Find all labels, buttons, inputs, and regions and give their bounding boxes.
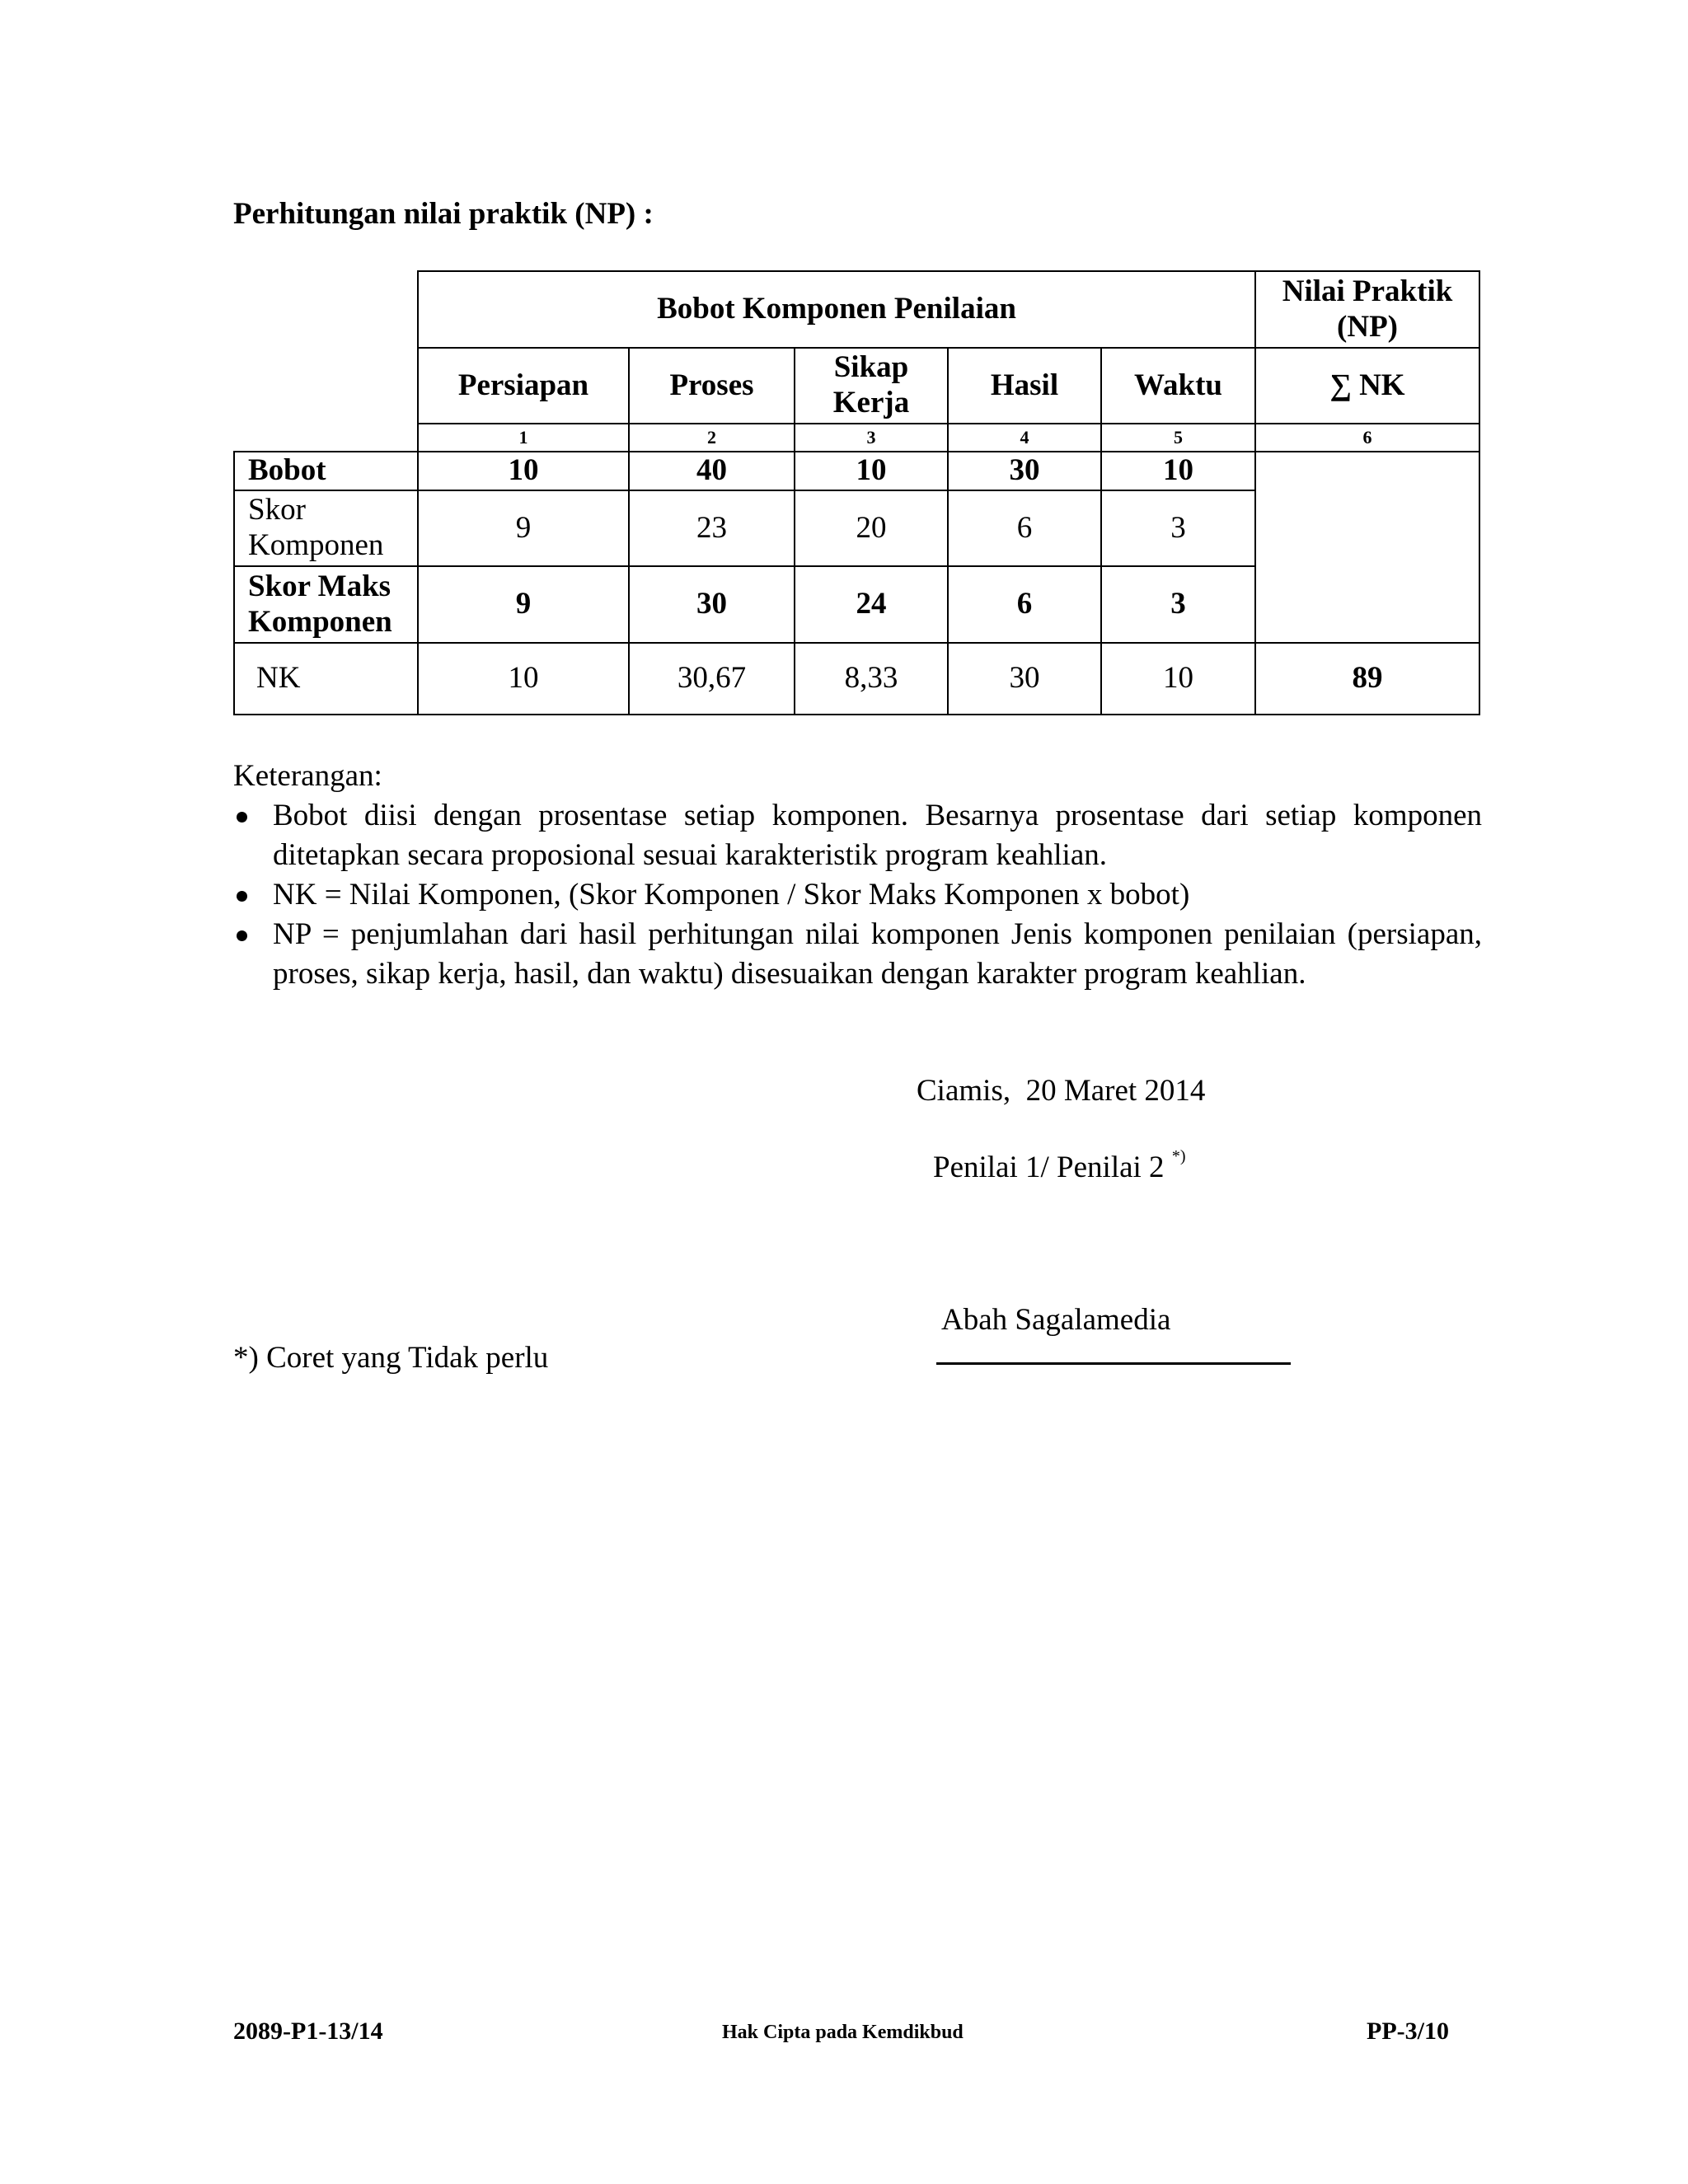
row-header-line1: Skor Maks: [248, 569, 392, 603]
footer-page-number: PP-3/10: [1367, 2018, 1449, 2045]
column-header-sikap-line1: Sikap: [833, 350, 909, 385]
table-cell: 3: [1101, 490, 1255, 566]
note-text: NP = penjumlahan dari hasil perhitungan nilai komponen Jenis komponen penilaian (persiapan, proses, sikap kerja, hasil, dan waktu) disesuaikan dengan karakter program keahlian.: [273, 917, 1482, 991]
np-calculation-table: [233, 270, 1480, 715]
table-cell: 10: [418, 452, 629, 490]
table-cell: 3: [1101, 566, 1255, 643]
row-header-line2: Komponen: [248, 528, 384, 562]
footer-document-code: 2089-P1-13/14: [233, 2018, 383, 2045]
column-header-persiapan: Persiapan: [418, 348, 629, 424]
table-cell: 10: [418, 643, 629, 715]
signer-name: Abah Sagalamedia: [941, 1303, 1171, 1337]
np-total-cell: 89: [1255, 643, 1479, 715]
column-header-sikap-line2: Kerja: [832, 386, 910, 419]
table-cell: 30: [629, 566, 795, 643]
column-header-waktu: Waktu: [1101, 348, 1255, 424]
group-header-bobot-komponen: Bobot Komponen Penilaian: [418, 271, 1255, 348]
table-cell: 6: [948, 566, 1101, 643]
note-text: Bobot diisi dengan prosentase setiap komponen. Besarnya prosentase dari setiap komponen ditetapkan secara proposional sesuai karakteristik program keahlian.: [273, 799, 1482, 872]
table-cell: 30,67: [629, 643, 795, 715]
column-index: 3: [795, 424, 948, 452]
row-header-nk: NK: [234, 643, 418, 715]
table-cell: 10: [795, 452, 948, 490]
footer-copyright: Hak Cipta pada Kemdikbud: [722, 2022, 964, 2043]
footnote: *) Coret yang Tidak perlu: [233, 1341, 549, 1375]
assessor-role-text: Penilai 1/ Penilai 2: [933, 1151, 1172, 1184]
np-header-line1: Nilai Praktik: [1282, 274, 1453, 308]
np-header: [1255, 271, 1479, 348]
table-cell: 24: [795, 566, 948, 643]
table-cell: 20: [795, 490, 948, 566]
table-cell: 10: [1101, 643, 1255, 715]
table-cell: 10: [1101, 452, 1255, 490]
signature-line: [936, 1362, 1291, 1365]
column-header-hasil: Hasil: [948, 348, 1101, 424]
notes-list: [233, 796, 1482, 994]
np-header-line2: (NP): [1337, 309, 1398, 344]
table-cell: 6: [948, 490, 1101, 566]
column-index: 4: [948, 424, 1101, 452]
table-cell: 8,33: [795, 643, 948, 715]
bullet-icon: [237, 812, 247, 823]
table-cell: 23: [629, 490, 795, 566]
column-index: 6: [1255, 424, 1479, 452]
table-cell: 9: [418, 490, 629, 566]
table-row-nk: [234, 643, 1479, 715]
table-row-bobot: [234, 452, 1479, 490]
row-header-bobot: Bobot: [234, 452, 418, 490]
note-item: [233, 915, 1482, 994]
note-item: [233, 796, 1482, 875]
column-index: 1: [418, 424, 629, 452]
column-index: 2: [629, 424, 795, 452]
column-index: 5: [1101, 424, 1255, 452]
column-header-sum-nk: ∑ NK: [1255, 348, 1479, 424]
place-date: Ciamis, 20 Maret 2014: [917, 1074, 1206, 1108]
column-header-proses: Proses: [629, 348, 795, 424]
note-item: [233, 875, 1482, 915]
note-text: NK = Nilai Komponen, (Skor Komponen / Skor Maks Komponen x bobot): [273, 878, 1190, 912]
bullet-icon: [237, 930, 247, 941]
table-cell: 40: [629, 452, 795, 490]
table-cell: 9: [418, 566, 629, 643]
row-header-line2: Komponen: [248, 604, 392, 639]
assessor-role-mark: *): [1171, 1146, 1186, 1165]
row-header-skor-komponen: [234, 490, 418, 566]
page-heading: Perhitungan nilai praktik (NP) :: [233, 197, 654, 231]
assessor-role: [933, 1146, 1186, 1185]
notes-section: [233, 757, 1482, 994]
notes-title: Keterangan:: [233, 759, 382, 793]
table-cell: 30: [948, 643, 1101, 715]
table-cell: 30: [948, 452, 1101, 490]
row-header-skor-maks-komponen: [234, 566, 418, 643]
blank-corner-cell: [234, 271, 418, 452]
np-empty-cell: [1255, 452, 1479, 643]
bullet-icon: [237, 891, 247, 902]
column-header-sikap-kerja: [795, 348, 948, 424]
row-header-line1: Skor: [248, 493, 306, 527]
